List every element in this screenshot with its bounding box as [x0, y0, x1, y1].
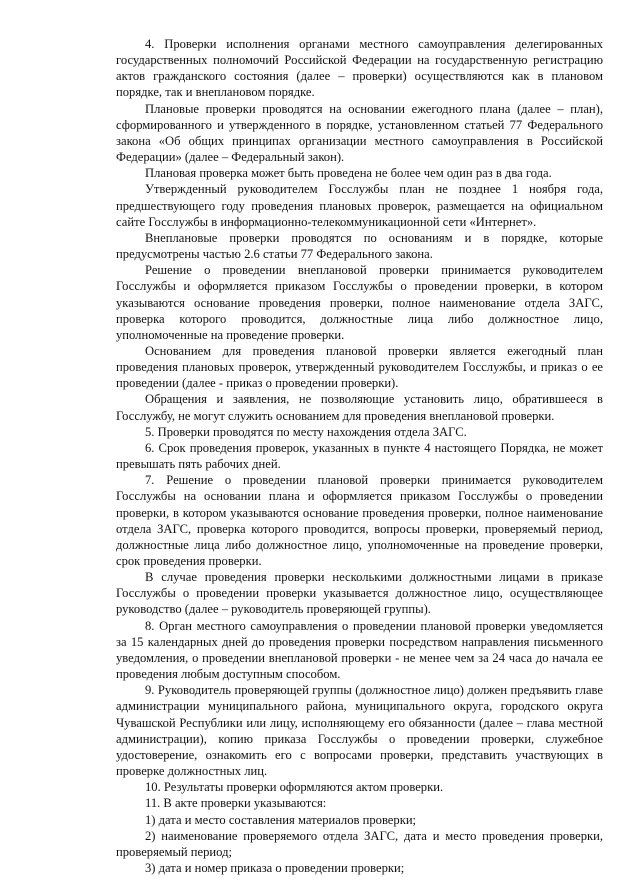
paragraph-5-location: 5. Проверки проводятся по месту нахождения отдела ЗАГС. [145, 424, 467, 439]
paragraph-10-results: 10. Результаты проверки оформляются актом проверки. [145, 780, 444, 795]
paragraph-unplanned-grounds: Внеплановые проверки проводятся по основаниям и в порядке, которые предусмотрены частью 2.6 статьи 77 Федерального закона. [116, 230, 603, 262]
paragraph-group-leader: В случае проведения проверки несколькими должностными лицами в приказе Госслужбы о проведении проверки указывается должностное лицо, осуществляющее руководство (далее – руководитель проверяющей группы). [116, 570, 603, 617]
list-item-2: 2) наименование проверяемого отдела ЗАГС, дата и место проведения проверки, проверяемый период; [116, 828, 603, 859]
list-item-3: 3) дата и номер приказа о проведении проверки; [145, 860, 405, 875]
paragraph-4-intro: 4. Проверки исполнения органами местного самоуправления делегированных государственных полномочий Российской Федерации на государственную регистрацию актов гражданского состояния (далее – проверки) осуществляются как в плановом порядке, так и внеплановом порядке. [116, 37, 603, 100]
paragraph-planned-basis: Плановые проверки проводятся на основании ежегодного плана (далее – план), сформированного и утвержденного в порядке, установленном статьей 77 Федерального закона «Об общих принципах организации местного самоуправления в Российской Федерации» (далее – Федеральный закон). [116, 101, 603, 165]
paragraph-11-act-contents: 11. В акте проверки указываются: [145, 796, 327, 811]
paragraph-frequency: Плановая проверка может быть проведена не более чем один раз в два года. [145, 166, 552, 181]
paragraph-plan-publication: Утвержденный руководителем Госслужбы план не позднее 1 ноября года, предшествующего году проведения плановых проверок, размещается на официальном сайте Госслужбы в информационно-телекоммуникационной сети «Интернет». [116, 182, 603, 229]
document-body [116, 36, 603, 876]
paragraph-unplanned-decision: Решение о проведении внеплановой проверки принимается руководителем Госслужбы и оформляется приказом Госслужбы о проведении проверки, в котором указываются основание проведения проверки, полное наименование отдела ЗАГС, проверка которого проводится, должностные лица либо должностное лицо, уполномоченные на проведение проверки. [116, 263, 603, 342]
list-item-1: 1) дата и место составления материалов проверки; [145, 812, 417, 827]
paragraph-9-presentation: 9. Руководитель проверяющей группы (должностное лицо) должен предъявить главе администрации муниципального района, муниципального округа, городского округа Чувашской Республики или лицу, исполняющему его обязанности (далее – глава местной администрации), копию приказа Госслужбы о проведении проверки, служебное удостоверение, ознакомить его с вопросами проверки, представить участвующих в проверке должностных лиц. [116, 683, 603, 779]
paragraph-6-duration: 6. Срок проведения проверок, указанных в пункте 4 настоящего Порядка, не может превышать пять рабочих дней. [116, 440, 603, 472]
paragraph-anonymous-appeals: Обращения и заявления, не позволяющие установить лицо, обратившееся в Госслужбу, не могут служить основанием для проведения внеплановой проверки. [116, 392, 603, 423]
paragraph-8-notification: 8. Орган местного самоуправления о проведении плановой проверки уведомляется за 15 календарных дней до проведения проверки посредством направления письменного уведомления, о проведении внеплановой проверки - не менее чем за 24 часа до начала ее проведения любым доступным способом. [116, 618, 603, 682]
paragraph-7-decision: 7. Решение о проведении плановой проверки принимается руководителем Госслужбы на основании плана и оформляется приказом Госслужбы о проведении проверки, в котором указываются основание проведения проверки, полное наименование отдела ЗАГС, проверка которого проводится, вопросы проверки, проверяемый период, должностные лица либо должностное лицо, уполномоченные на проведение проверки, срок проведения проверки. [116, 473, 603, 568]
paragraph-planned-grounds: Основанием для проведения плановой проверки является ежегодный план проведения плановых проверок, утвержденный руководителем Госслужбы, и приказ о ее проведении (далее - приказ о проведении проверки). [116, 343, 603, 391]
